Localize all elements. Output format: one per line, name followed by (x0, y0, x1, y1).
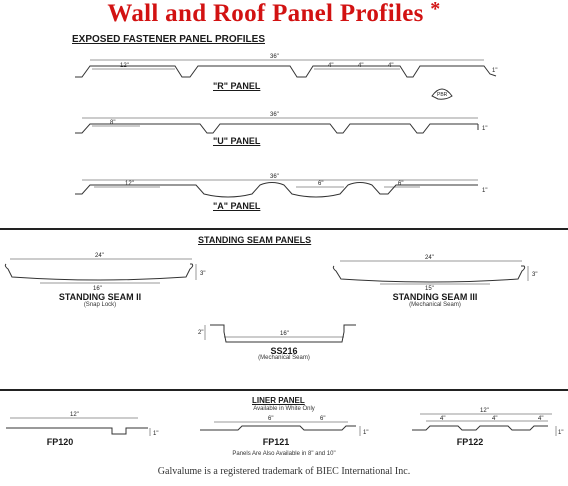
availability-note: Panels Are Also Available in 8" and 10" (232, 451, 336, 457)
section-divider-2 (0, 389, 568, 391)
standing-heading: STANDING SEAM PANELS (198, 235, 312, 245)
exposed-heading: EXPOSED FASTENER PANEL PROFILES (72, 34, 265, 45)
trademark-footer: Galvalume is a registered trademark of BIEC International Inc. (157, 466, 411, 477)
r-panel-profile (75, 66, 496, 77)
ss3-label: STANDING SEAM III (392, 292, 478, 302)
r-panel-rib-dim: 12" (120, 63, 129, 69)
u-panel-label: "U" PANEL (213, 136, 261, 146)
a-panel-label: "A" PANEL (213, 201, 261, 211)
fp122-height-dim: 1" (558, 430, 564, 436)
ss216-width-dim: 16" (280, 331, 289, 337)
a-panel-width-dim: 36" (270, 174, 279, 180)
r-panel-label: "R" PANEL (213, 81, 261, 91)
r-panel-dim-a: 4" (328, 63, 334, 69)
fp122-dim-b: 4" (492, 416, 498, 422)
r-panel-width-dim: 36" (270, 54, 279, 60)
fp121-height-dim: 1" (363, 430, 369, 436)
a-panel-rib-dim: 12" (125, 181, 134, 187)
u-panel-rib-dim: 8" (110, 120, 116, 126)
a-panel-dim-a: 6" (318, 181, 324, 187)
ss216-label: SS216 (270, 346, 298, 356)
ss2-sublabel: (Snap Lock) (83, 302, 117, 308)
a-panel-dim-b: 6" (398, 181, 404, 187)
ss2-label: STANDING SEAM II (58, 292, 142, 302)
ss2-inner-dim: 16" (93, 286, 102, 292)
liner-heading: LINER PANEL (252, 396, 305, 405)
pbr-label: PBR (437, 92, 448, 98)
fp120-profile (6, 428, 148, 434)
r-panel-side-dim: 1" (492, 68, 498, 74)
ss3-height-dim: 3" (532, 272, 538, 278)
ss3-width-dim: 24" (425, 255, 434, 261)
fp122-width-dim: 12" (480, 408, 489, 414)
r-panel-dim-b: 4" (358, 63, 364, 69)
ss216-sublabel: (Mechanical Seam) (258, 355, 310, 361)
ss2-profile (5, 264, 192, 280)
fp121-dim-b: 6" (320, 416, 326, 422)
title-asterisk: * (430, 0, 441, 20)
ss216-height-dim: 2" (198, 330, 204, 336)
u-panel-profile (75, 124, 478, 133)
fp120-height-dim: 1" (153, 431, 159, 437)
fp122-dim-a: 4" (440, 416, 446, 422)
fp121-label: FP121 (262, 437, 290, 447)
fp122-dim-c: 4" (538, 416, 544, 422)
ss2-height-dim: 3" (200, 271, 206, 277)
a-panel-profile (75, 183, 478, 198)
r-panel-dim-c: 4" (388, 63, 394, 69)
fp121-profile (200, 426, 356, 430)
fp121-dim-a: 6" (268, 416, 274, 422)
ss2-width-dim: 24" (95, 253, 104, 259)
u-panel-side-dim: 1" (482, 126, 488, 132)
a-panel-side-dim: 1" (482, 188, 488, 194)
fp120-width-dim: 12" (70, 412, 79, 418)
liner-note: Available in White Only (253, 406, 315, 412)
page-title: Wall and Roof Panel Profiles * (107, 0, 441, 27)
fp120-label: FP120 (46, 437, 74, 447)
section-divider-1 (0, 228, 568, 230)
ss3-inner-dim: 15" (425, 286, 434, 292)
fp122-label: FP122 (456, 437, 484, 447)
u-panel-width-dim: 36" (270, 112, 279, 118)
ss3-profile (333, 266, 524, 282)
fp122-profile (412, 426, 548, 430)
ss3-sublabel: (Mechanical Seam) (409, 302, 461, 308)
